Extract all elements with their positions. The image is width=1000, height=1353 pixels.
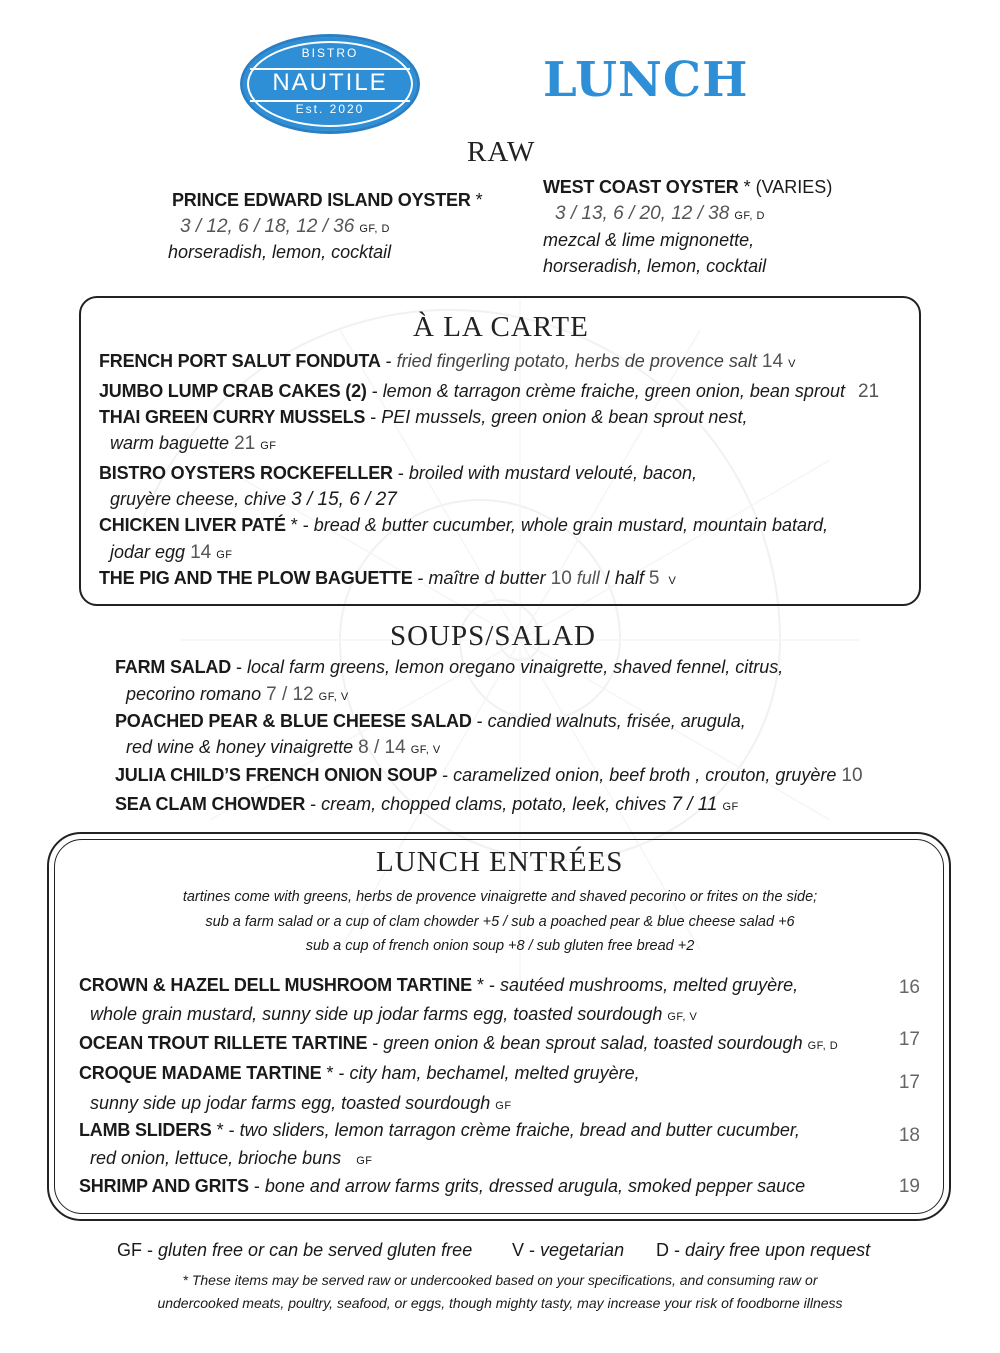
entrees-note-3: sub a cup of french onion soup +8 / sub gluten free bread +2 (305, 938, 695, 954)
trout-rillete-price: 17 (898, 1029, 920, 1050)
entrees-note-1: tartines come with greens, herbs de provence vinaigrette and shaved pecorino or frites on the side; (182, 889, 818, 905)
raw-item-pei-desc: horseradish, lemon, cocktail (168, 242, 392, 262)
menu-item-crab-cakes: JUMBO LUMP CRAB CAKES (2) - lemon & tarragon crème fraiche, green onion, bean sprout 21 (99, 381, 880, 402)
menu-item-croque-madame-cont: sunny side up jodar farms egg, toasted sourdough GF (90, 1093, 512, 1113)
logo-bistro-text: BISTRO (301, 46, 359, 60)
page-title: LUNCH (543, 52, 749, 108)
legend-gluten-free: GF - gluten free or can be served gluten free (117, 1240, 473, 1260)
menu-item-poached-pear-salad: POACHED PEAR & BLUE CHEESE SALAD - candied walnuts, frisée, arugula, (115, 711, 746, 731)
raw-item-west-coast-oyster: WEST COAST OYSTER * (VARIES) (543, 177, 833, 197)
raw-item-pei-oyster: PRINCE EDWARD ISLAND OYSTER * (172, 190, 483, 210)
logo-name-text: NAUTILE (272, 69, 388, 96)
menu-item-shrimp-and-grits: SHRIMP AND GRITS - bone and arrow farms grits, dressed arugula, smoked pepper sauce (79, 1176, 806, 1196)
section-heading-lunch-entrees: LUNCH ENTRÉES (376, 846, 624, 878)
menu-item-pig-and-plow: THE PIG AND THE PLOW BAGUETTE - maître d butter 10 full / half 5 V (99, 568, 677, 589)
logo-est-text: Est. 2020 (295, 102, 365, 116)
legend-vegetarian: V - vegetarian (512, 1240, 625, 1260)
menu-item-farm-salad-cont: pecorino romano 7 / 12 GF, V (126, 684, 349, 705)
menu-item-french-onion-soup: JULIA CHILD’S FRENCH ONION SOUP - caramelized onion, beef broth , crouton, gruyère 10 (115, 765, 863, 786)
bistro-nautile-logo (240, 34, 420, 134)
section-heading-soups-salad: SOUPS/SALAD (390, 620, 596, 652)
croque-madame-price: 17 (898, 1072, 920, 1093)
menu-item-poached-pear-salad-cont: red wine & honey vinaigrette 8 / 14 GF, V (126, 737, 441, 758)
section-heading-a-la-carte: À LA CARTE (413, 311, 589, 343)
menu-item-fonduta: FRENCH PORT SALUT FONDUTA - fried fingerling potato, herbs de provence salt 14 V (99, 351, 796, 372)
menu-item-farm-salad: FARM SALAD - local farm greens, lemon oregano vinaigrette, shaved fennel, citrus, (115, 657, 784, 677)
menu-item-chicken-liver-pate-cont: jodar egg 14 GF (110, 542, 233, 563)
disclaimer-line-1: * These items may be served raw or undercooked based on your specifications, and consuming raw or (182, 1272, 818, 1288)
lamb-sliders-price: 18 (898, 1125, 920, 1146)
menu-item-chicken-liver-pate: CHICKEN LIVER PATÉ * - bread & butter cucumber, whole grain mustard, mountain batard, (99, 515, 829, 535)
raw-item-west-coast-desc2: horseradish, lemon, cocktail (543, 256, 767, 276)
mushroom-tartine-price: 16 (898, 977, 920, 998)
shrimp-and-grits-price: 19 (898, 1176, 920, 1197)
menu-item-mushroom-tartine: CROWN & HAZEL DELL MUSHROOM TARTINE * - sautéed mushrooms, melted gruyère, (79, 975, 799, 995)
menu-item-croque-madame: CROQUE MADAME TARTINE * - city ham, bechamel, melted gruyère, (79, 1063, 640, 1083)
legend-dairy-free: D - dairy free upon request (656, 1240, 871, 1260)
raw-item-west-coast-prices: 3 / 13, 6 / 20, 12 / 38 GF, D (555, 203, 765, 224)
section-heading-raw: RAW (467, 136, 536, 168)
menu-item-lamb-sliders: LAMB SLIDERS * - two sliders, lemon tarragon crème fraiche, bread and butter cucumber, (79, 1120, 800, 1140)
menu-item-lamb-sliders-cont: red onion, lettuce, brioche buns GF (90, 1148, 373, 1168)
menu-item-mussels: THAI GREEN CURRY MUSSELS - PEI mussels, green onion & bean sprout nest, (99, 407, 748, 427)
raw-item-west-coast-desc1: mezcal & lime mignonette, (543, 230, 755, 250)
menu-item-mushroom-tartine-cont: whole grain mustard, sunny side up jodar farms egg, toasted sourdough GF, V (90, 1004, 698, 1024)
disclaimer-line-2: undercooked meats, poultry, seafood, or eggs, though mighty tasty, may increase your risk of foodborne illness (157, 1295, 843, 1311)
menu-item-clam-chowder: SEA CLAM CHOWDER - cream, chopped clams, potato, leek, chives 7 / 11 GF (115, 794, 739, 815)
menu-item-mussels-cont: warm baguette 21 GF (110, 433, 277, 454)
raw-item-pei-prices: 3 / 12, 6 / 18, 12 / 36 GF, D (180, 216, 390, 237)
menu-item-oysters-rockefeller-cont: gruyère cheese, chive 3 / 15, 6 / 27 (110, 489, 397, 510)
entrees-note-2: sub a farm salad or a cup of clam chowder +5 / sub a poached pear & blue cheese salad +6 (205, 914, 795, 930)
menu-item-trout-rillete: OCEAN TROUT RILLETE TARTINE - green onion & bean sprout salad, toasted sourdough GF, D (79, 1033, 839, 1053)
menu-item-oysters-rockefeller: BISTRO OYSTERS ROCKEFELLER - broiled with mustard velouté, bacon, (99, 463, 697, 483)
